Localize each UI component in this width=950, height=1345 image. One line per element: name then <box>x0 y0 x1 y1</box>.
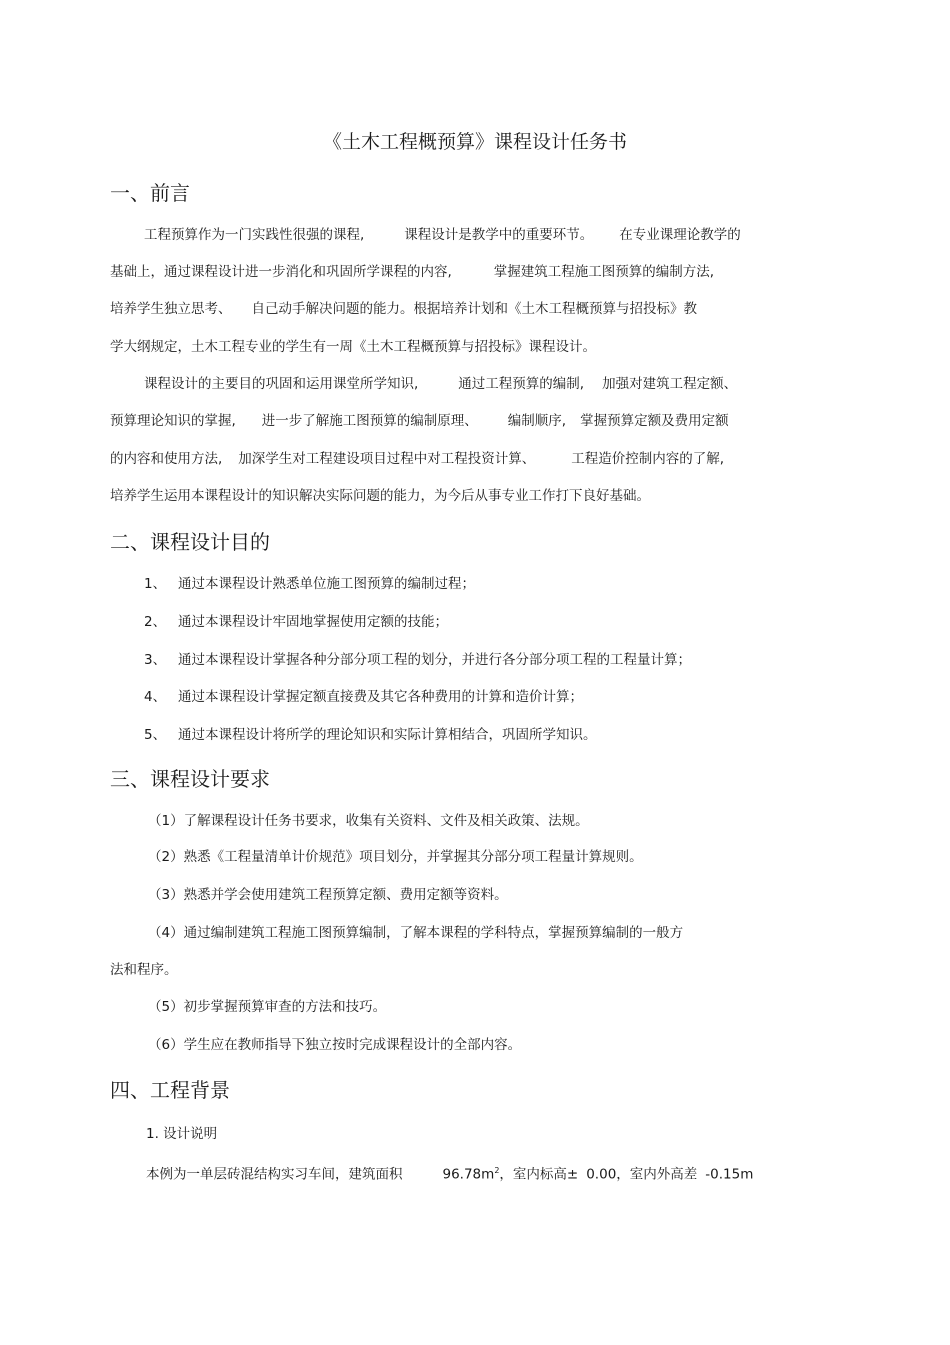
requirement-item: （1）了解课程设计任务书要求，收集有关资料、文件及相关政策、法规。 <box>148 813 589 829</box>
list-item-number: 5、 <box>144 727 167 743</box>
text-segment: 在专业课理论教学的 <box>619 227 741 243</box>
text-segment: 掌握预算定额及费用定额 <box>580 413 729 429</box>
text-segment: 工程造价控制内容的了解, <box>571 451 725 467</box>
elevation-value: 0.00 <box>586 1166 617 1183</box>
text-segment: ，室内外高差 <box>616 1166 698 1183</box>
requirement-item: （6）学生应在教师指导下独立按时完成课程设计的全部内容。 <box>148 1037 522 1053</box>
requirement-item: （5）初步掌握预算审查的方法和技巧。 <box>148 999 387 1015</box>
list-item-text: 通过本课程设计熟悉单位施工图预算的编制过程； <box>178 576 475 592</box>
text-segment: 工程预算作为一门实践性很强的课程, <box>144 227 365 243</box>
text-segment: 课程设计的主要目的巩固和运用课堂所学知识, <box>144 376 419 392</box>
section-heading-preface: 一、前言 <box>110 181 190 205</box>
list-item-text: 通过本课程设计掌握各种分部分项工程的划分，并进行各分部分项工程的工程量计算； <box>178 652 691 668</box>
paragraph-line <box>110 449 724 469</box>
superscript: 2 <box>494 1166 500 1175</box>
text-segment: 通过工程预算的编制, <box>458 376 585 392</box>
list-item <box>144 650 691 670</box>
list-item-text: 通过本课程设计将所学的理论知识和实际计算相结合，巩固所学知识。 <box>178 727 597 743</box>
paragraph-line <box>144 374 737 394</box>
list-item-number: 2、 <box>144 614 167 630</box>
text-segment: 掌握建筑工程施工图预算的编制方法, <box>493 264 715 280</box>
section-heading-background: 四、工程背景 <box>110 1078 230 1102</box>
list-item-number: 4、 <box>144 689 167 705</box>
paragraph-line: 培养学生运用本课程设计的知识解决实际问题的能力，为今后从事专业工作打下良好基础。 <box>110 488 650 504</box>
paragraph-line <box>110 411 729 431</box>
text-segment: 编制顺序, <box>507 413 567 429</box>
requirement-item: （2）熟悉《工程量清单计价规范》项目划分，并掌握其分部分项工程量计算规则。 <box>148 849 643 865</box>
text-segment: 进一步了解施工图预算的编制原理、 <box>261 413 478 429</box>
list-item-number: 3、 <box>144 652 167 668</box>
document-title: 《土木工程概预算》课程设计任务书 <box>322 131 627 153</box>
text-segment: 自己动手解决问题的能力。根据培养计划和《土木工程概预算与招投标》教 <box>251 301 697 317</box>
requirement-item: （3）熟悉并学会使用建筑工程预算定额、费用定额等资料。 <box>148 887 508 903</box>
text-segment: ，室内标高± <box>499 1166 579 1183</box>
section-heading-objectives: 二、课程设计目的 <box>110 530 270 554</box>
height-difference-value: -0.15m <box>705 1166 754 1183</box>
text-segment: 课程设计是教学中的重要环节。 <box>404 227 594 243</box>
text-segment: 本例为一单层砖混结构实习车间，建筑面积 <box>146 1166 403 1183</box>
paragraph-line <box>146 1161 753 1185</box>
section-heading-requirements: 三、课程设计要求 <box>110 767 270 791</box>
paragraph-line <box>110 262 714 282</box>
requirement-item: （4）通过编制建筑工程施工图预算编制，了解本课程的学科特点，掌握预算编制的一般方 <box>148 925 684 941</box>
text-segment: 的内容和使用方法, <box>110 451 223 467</box>
text-segment: 培养学生独立思考、 <box>110 301 232 317</box>
list-item <box>144 687 583 707</box>
building-area-value: 96.78m <box>442 1166 495 1183</box>
subsection-title: 1. 设计说明 <box>146 1126 218 1142</box>
paragraph-line: 学大纲规定，土木工程专业的学生有一周《土木工程概预算与招投标》课程设计。 <box>110 339 596 355</box>
list-item <box>144 612 448 632</box>
text-segment: 加深学生对工程建设项目过程中对工程投资计算、 <box>238 451 536 467</box>
list-item-text: 通过本课程设计牢固地掌握使用定额的技能； <box>178 614 448 630</box>
paragraph-line <box>144 225 741 245</box>
paragraph-line <box>110 299 697 319</box>
text-segment: 加强对建筑工程定额、 <box>602 376 738 392</box>
list-item <box>144 574 475 594</box>
list-item-number: 1、 <box>144 576 167 592</box>
requirement-item-continuation: 法和程序。 <box>110 962 178 978</box>
text-segment: 预算理论知识的掌握, <box>110 413 236 429</box>
list-item <box>144 725 597 745</box>
text-segment: 基础上，通过课程设计进一步消化和巩固所学课程的内容, <box>110 264 452 280</box>
list-item-text: 通过本课程设计掌握定额直接费及其它各种费用的计算和造价计算； <box>178 689 583 705</box>
